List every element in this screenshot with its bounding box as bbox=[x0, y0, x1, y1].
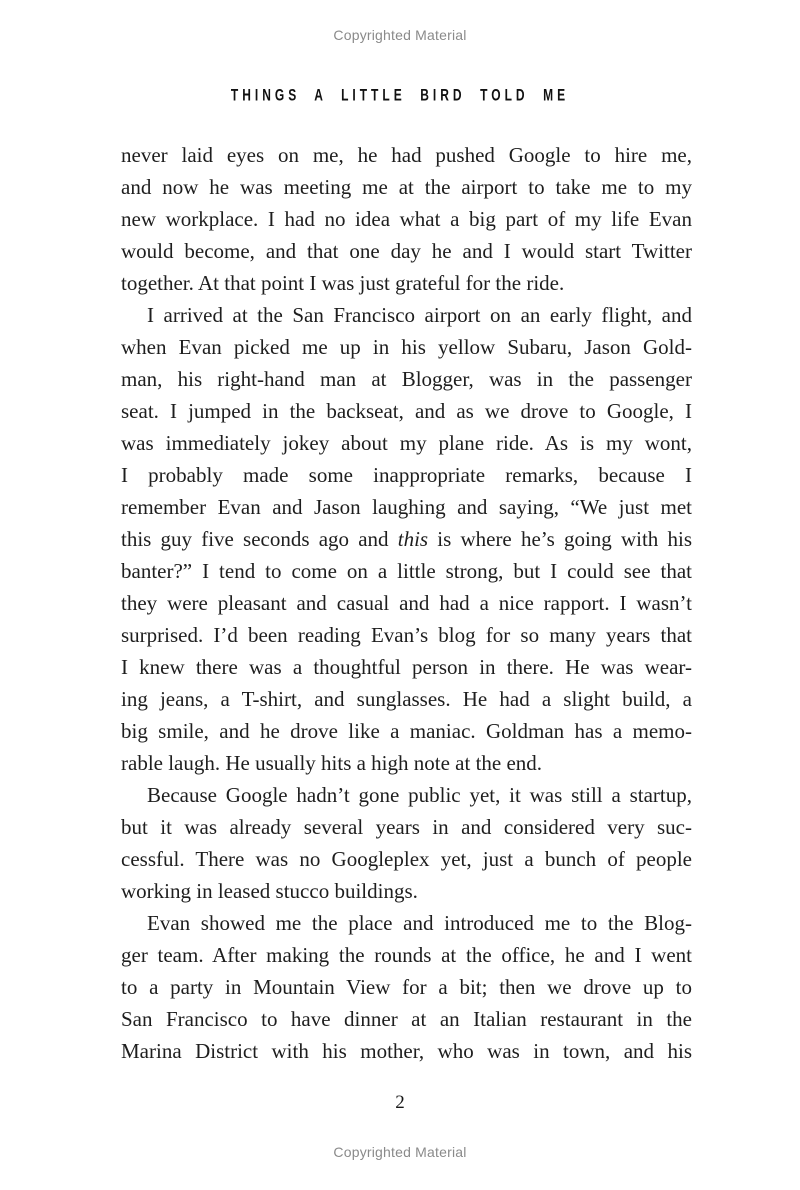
paragraph bbox=[121, 907, 692, 1067]
text-line: when Evan picked me up in his yellow Subaru, Jason Gold- bbox=[121, 335, 692, 359]
text-line: remember Evan and Jason laughing and saying, “We just met bbox=[121, 495, 692, 519]
text-line: Because Google hadn’t gone public yet, it was still a startup, bbox=[147, 783, 692, 807]
text-line: Evan showed me the place and introduced me to the Blog- bbox=[147, 911, 692, 935]
text-line: was immediately jokey about my plane ride. As is my wont, bbox=[121, 431, 692, 455]
text-line: new workplace. I had no idea what a big part of my life Evan bbox=[121, 207, 692, 231]
text-line: I knew there was a thoughtful person in there. He was wear- bbox=[121, 655, 692, 679]
text-line: but it was already several years in and considered very suc- bbox=[121, 815, 692, 839]
text-line: rable laugh. He usually hits a high note at the end. bbox=[121, 751, 543, 775]
text-line: and now he was meeting me at the airport to take me to my bbox=[121, 175, 692, 199]
text-line: together. At that point I was just grateful for the ride. bbox=[121, 271, 565, 295]
text-line: would become, and that one day he and I would start Twitter bbox=[121, 239, 692, 263]
text-line: San Francisco to have dinner at an Italian restaurant in the bbox=[121, 1007, 692, 1031]
text-line: surprised. I’d been reading Evan’s blog for so many years that bbox=[121, 623, 692, 647]
text-line: this guy five seconds ago and this is where he’s going with his bbox=[121, 527, 692, 551]
text-line: banter?” I tend to come on a little strong, but I could see that bbox=[121, 559, 692, 583]
paragraph bbox=[121, 139, 692, 299]
text-line: I arrived at the San Francisco airport on an early flight, and bbox=[147, 303, 692, 327]
text-line: ger team. After making the rounds at the office, he and I went bbox=[121, 943, 692, 967]
text-line: I probably made some inappropriate remarks, because I bbox=[121, 463, 692, 487]
text-line: working in leased stucco buildings. bbox=[121, 879, 418, 903]
text-line: to a party in Mountain View for a bit; then we drove up to bbox=[121, 975, 692, 999]
text-line: seat. I jumped in the backseat, and as we drove to Google, I bbox=[121, 399, 692, 423]
paragraph bbox=[121, 299, 692, 779]
text-line: ing jeans, a T-shirt, and sunglasses. He had a slight build, a bbox=[121, 687, 692, 711]
running-head: THINGS A LITTLE BIRD TOLD ME bbox=[230, 86, 570, 105]
text-line: man, his right-hand man at Blogger, was in the passenger bbox=[121, 367, 692, 391]
page-number: 2 bbox=[395, 1092, 405, 1113]
text-line: never laid eyes on me, he had pushed Google to hire me, bbox=[121, 143, 692, 167]
text-line: big smile, and he drove like a maniac. Goldman has a memo- bbox=[121, 719, 692, 743]
text-line: cessful. There was no Googleplex yet, just a bunch of people bbox=[121, 847, 692, 871]
body-text bbox=[121, 139, 692, 1067]
text-line: they were pleasant and casual and had a nice rapport. I wasn’t bbox=[121, 591, 692, 615]
copyright-notice-bottom: Copyrighted Material bbox=[333, 1144, 467, 1160]
text-line: Marina District with his mother, who was in town, and his bbox=[121, 1039, 692, 1063]
copyright-notice-top: Copyrighted Material bbox=[333, 27, 467, 43]
paragraph bbox=[121, 779, 692, 907]
